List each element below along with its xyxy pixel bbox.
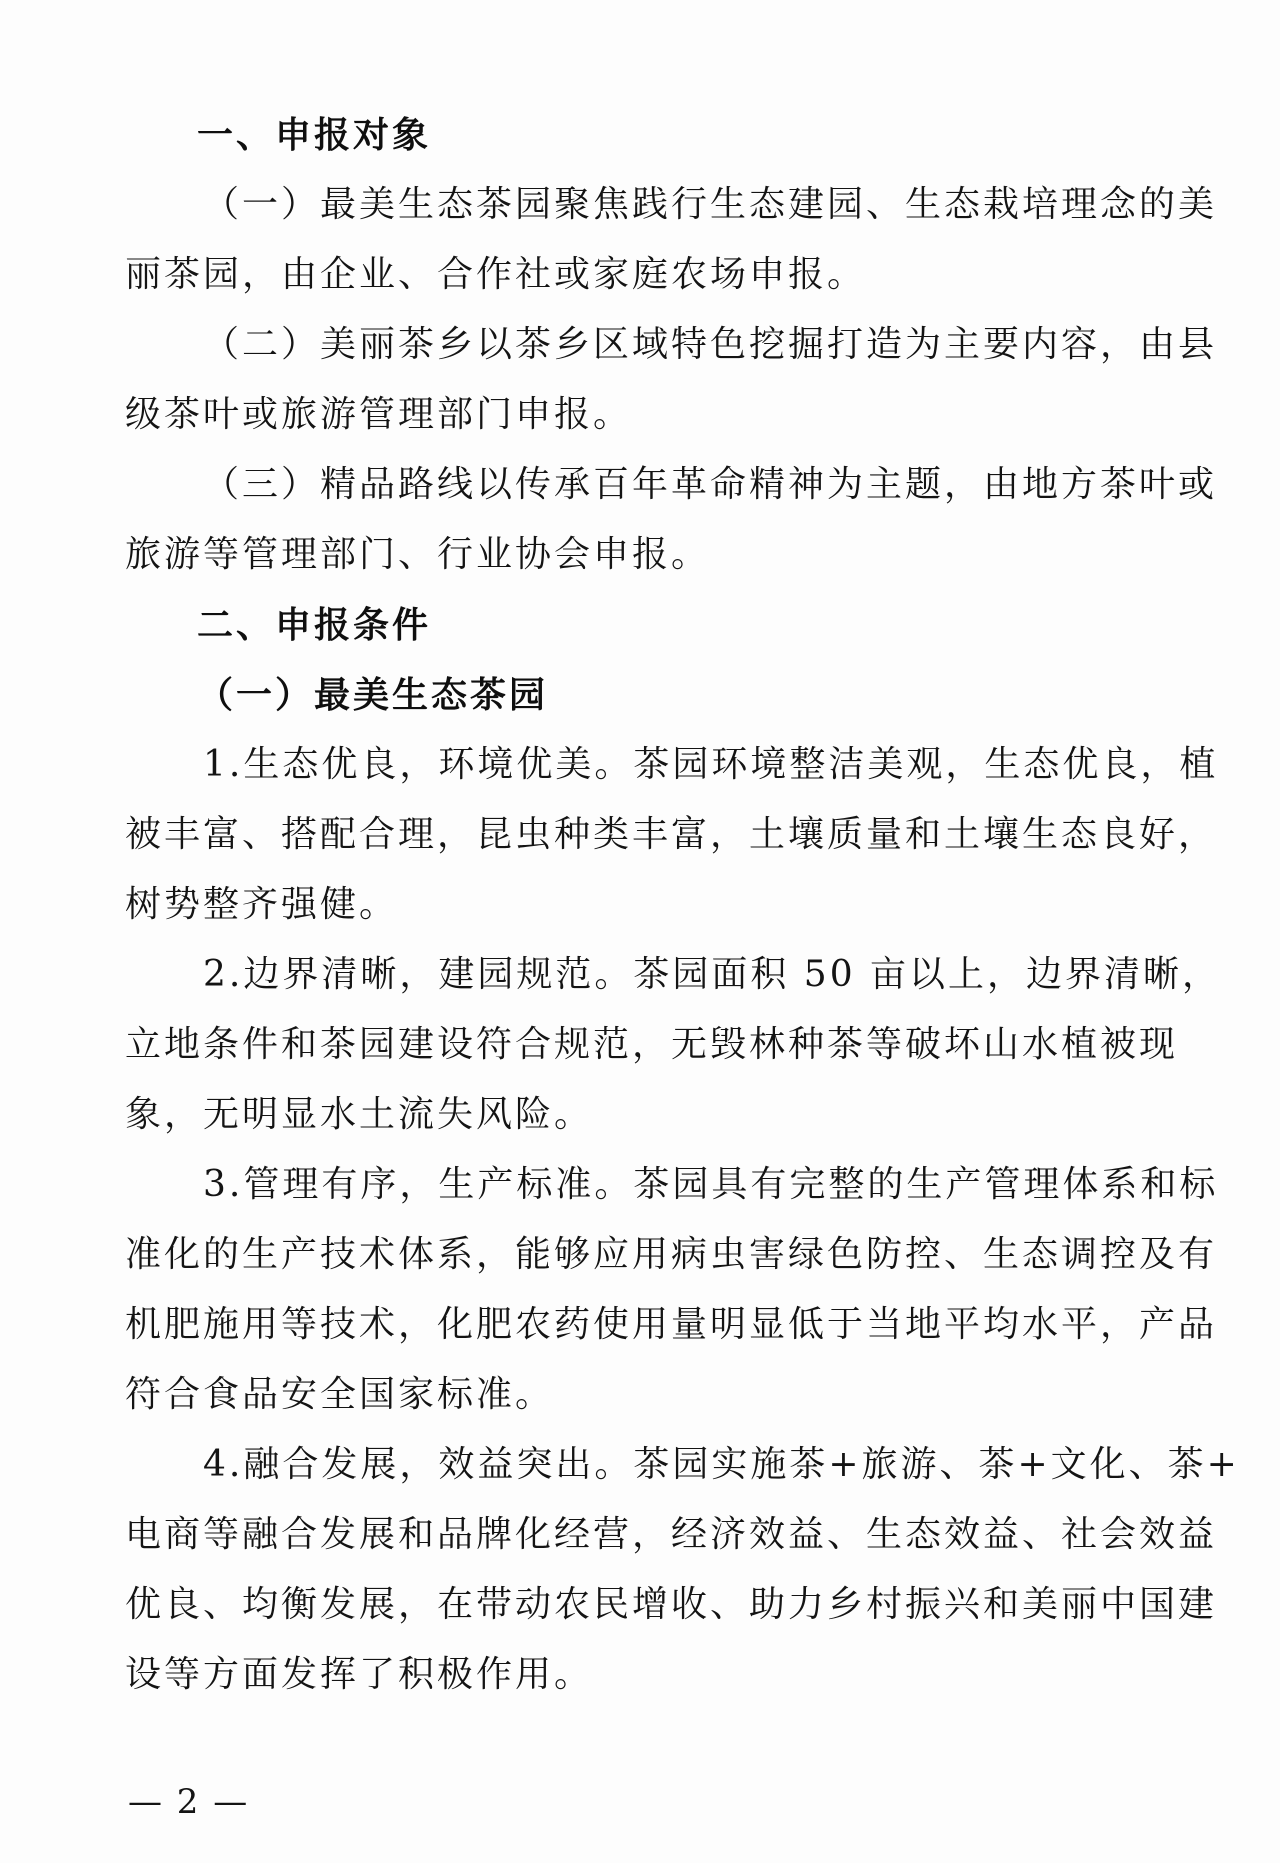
paragraph-line: 象，无明显水土流失风险。 [125,1094,594,1135]
paragraph-line: （二）美丽茶乡以茶乡区域特色挖掘打造为主要内容，由县 [203,324,1218,365]
document-body [125,100,1240,1710]
paragraph [125,310,1218,450]
section-heading: 二、申报条件 [197,604,432,646]
paragraph [125,1430,1240,1710]
paragraph-line: 设等方面发挥了积极作用。 [125,1654,594,1695]
paragraph [125,1150,1219,1430]
paragraph-line: （一）最美生态茶园聚焦践行生态建园、生态栽培理念的美 [203,184,1218,225]
page-number: — 2 — [128,1782,250,1822]
paragraph-line: 电商等融合发展和品牌化经营，经济效益、生态效益、社会效益 [125,1514,1218,1555]
paragraph-line: 机肥施用等技术，化肥农药使用量明显低于当地平均水平，产品 [125,1304,1218,1345]
paragraph-line: 立地条件和茶园建设符合规范，无毁林种茶等破坏山水植被现 [125,1024,1179,1065]
paragraph-line: 被丰富、搭配合理，昆虫种类丰富，土壤质量和土壤生态良好， [125,814,1218,855]
paragraph-line: 符合食品安全国家标准。 [125,1374,555,1415]
paragraph [125,940,1222,1150]
paragraph-line: 旅游等管理部门、行业协会申报。 [125,534,711,575]
paragraph-line: 级茶叶或旅游管理部门申报。 [125,394,633,435]
paragraph-line: 树势整齐强健。 [125,884,399,925]
paragraph-line: 优良、均衡发展，在带动农民增收、助力乡村振兴和美丽中国建 [125,1584,1218,1625]
section-heading: 一、申报对象 [197,114,432,156]
paragraph-line: 4.融合发展，效益突出。茶园实施茶+旅游、茶+文化、茶+ [203,1444,1240,1485]
paragraph-line: 丽茶园，由企业、合作社或家庭农场申报。 [125,254,867,295]
paragraph [125,170,1218,310]
paragraph-line: （三）精品路线以传承百年革命精神为主题，由地方茶叶或 [203,464,1218,505]
paragraph-line: 1.生态优良，环境优美。茶园环境整洁美观，生态优良，植 [203,744,1219,785]
paragraph-line: 2.边界清晰，建园规范。茶园面积 50 亩以上，边界清晰， [203,954,1222,995]
paragraph [125,450,1218,590]
subsection-heading: （一）最美生态茶园 [197,674,549,716]
paragraph [125,730,1219,940]
paragraph-line: 3.管理有序，生产标准。茶园具有完整的生产管理体系和标 [203,1164,1219,1205]
paragraph-line: 准化的生产技术体系，能够应用病虫害绿色防控、生态调控及有 [125,1234,1218,1275]
